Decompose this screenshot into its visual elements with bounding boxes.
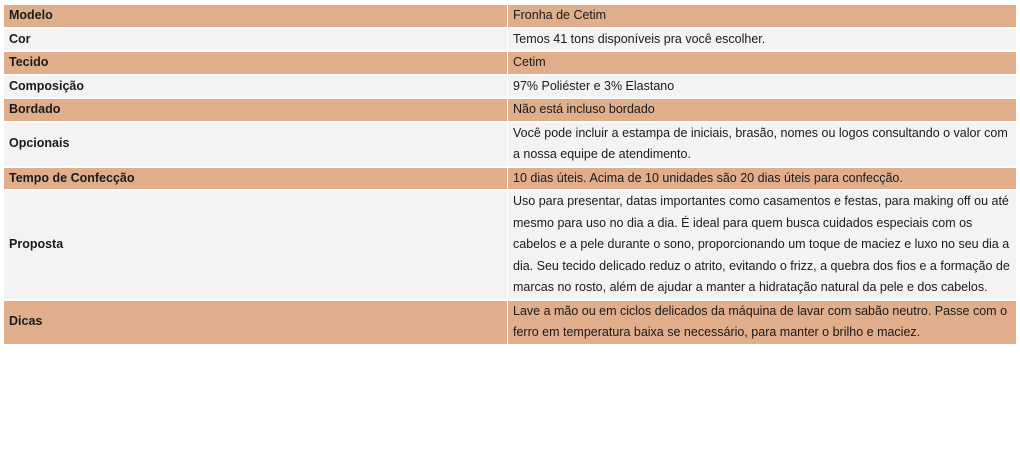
spec-row-composicao (4, 76, 1016, 98)
spec-value: Uso para presentar, datas importantes como casamentos e festas, para making off ou até mesmo para uso no dia a dia. É ideal para quem busca cuidados especiais com os cabelos e a pele durante o sono, proporcionando um toque de maciez e luxo no seu dia a dia. Seu tecido delicado reduz o atrito, evitando o frizz, a quebra dos fios e a formação de marcas no rosto, além de ajudar a manter a hidratação natural da pele e dos cabelos. (508, 191, 1016, 299)
spec-key: Tecido (4, 52, 508, 74)
spec-row-modelo (4, 5, 1016, 27)
spec-value: Temos 41 tons disponíveis pra você escolher. (508, 29, 1016, 51)
spec-value: Não está incluso bordado (508, 99, 1016, 121)
spec-row-cor (4, 29, 1016, 51)
spec-row-proposta (4, 191, 1016, 299)
spec-key: Proposta (4, 191, 508, 299)
spec-value: Lave a mão ou em ciclos delicados da máquina de lavar com sabão neutro. Passe com o ferro em temperatura baixa se necessário, para manter o brilho e maciez. (508, 301, 1016, 344)
spec-value: Fronha de Cetim (508, 5, 1016, 27)
spec-row-tempo-de-confeccao (4, 168, 1016, 190)
spec-value: Você pode incluir a estampa de iniciais, brasão, nomes ou logos consultando o valor com a nossa equipe de atendimento. (508, 123, 1016, 166)
spec-key: Modelo (4, 5, 508, 27)
spec-row-dicas (4, 301, 1016, 344)
spec-row-bordado (4, 99, 1016, 121)
spec-row-opcionais (4, 123, 1016, 166)
product-spec-table (4, 3, 1016, 346)
spec-key: Bordado (4, 99, 508, 121)
spec-key: Opcionais (4, 123, 508, 166)
spec-row-tecido (4, 52, 1016, 74)
spec-value: 97% Poliéster e 3% Elastano (508, 76, 1016, 98)
spec-key: Cor (4, 29, 508, 51)
spec-value: Cetim (508, 52, 1016, 74)
spec-key: Composição (4, 76, 508, 98)
spec-key: Dicas (4, 301, 508, 344)
spec-value: 10 dias úteis. Acima de 10 unidades são 20 dias úteis para confecção. (508, 168, 1016, 190)
spec-key: Tempo de Confecção (4, 168, 508, 190)
